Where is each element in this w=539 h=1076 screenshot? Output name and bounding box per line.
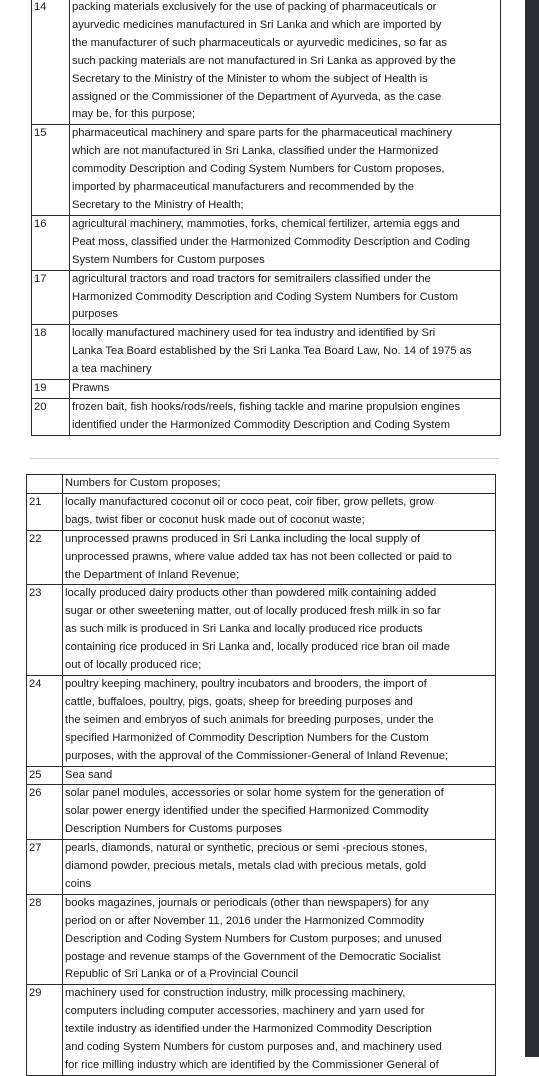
item-description [63, 785, 496, 840]
item-description [63, 585, 496, 676]
item-number: 22 [27, 530, 63, 585]
item-number: 26 [27, 785, 63, 840]
item-number: 18 [32, 325, 70, 380]
item-description [70, 398, 501, 435]
description-line: the Department of Inland Revenue; [65, 568, 240, 581]
description-line: books magazines, journals or periodicals (other than newspapers) for any [65, 896, 429, 909]
description-line: Secretary to the Ministry of the Minister to whom the subject of Health is [72, 72, 428, 85]
description-line: frozen bait, fish hooks/rods/reels, fishing tackle and marine propulsion engines [72, 400, 461, 413]
item-description [63, 493, 496, 530]
table-row [27, 493, 496, 530]
item-description [70, 325, 501, 380]
description-line: such packing materials are not manufactured in Sri Lanka as approved by the [72, 54, 456, 67]
item-description [63, 985, 496, 1076]
viewer-edge-strip [525, 0, 539, 1057]
description-line: containing rice produced in Sri Lanka and, locally produced rice bran oil made [65, 641, 450, 654]
description-line: as such milk is produced in Sri Lanka and locally produced rice products [65, 623, 423, 636]
description-line: Republic of Sri Lanka or of a Provincial Council [65, 968, 299, 981]
table-row [27, 985, 496, 1076]
description-line: computers including computer accessories, machinery and yarn used for [65, 1005, 425, 1018]
description-line: pearls, diamonds, natural or synthetic, precious or semi -precious stones, [65, 842, 428, 855]
table-row [27, 766, 496, 785]
item-number: 21 [27, 493, 63, 530]
description-line: diamond powder, precious metals, metals clad with precious metals, gold [65, 860, 427, 873]
description-line: bags, twist fiber or coconut husk made out of coconut waste; [65, 513, 365, 526]
description-line: locally manufactured coconut oil or coco peat, coir fiber, grow pellets, grow [65, 495, 434, 508]
item-number: 14 [32, 0, 70, 125]
table-row [32, 380, 501, 399]
table-row [27, 894, 496, 985]
item-number: 27 [27, 840, 63, 895]
item-description [63, 766, 496, 785]
description-line: cattle, buffaloes, poultry, pigs, goats, sheep for breeding purposes and [65, 695, 413, 708]
description-line: a tea machinery [72, 363, 152, 376]
item-number: 25 [27, 766, 63, 785]
table-row [32, 270, 501, 325]
exemption-table-bottom [26, 474, 496, 1076]
table-row [27, 840, 496, 895]
description-line: textile industry as identified under the Harmonized Commodity Description [65, 1023, 432, 1036]
description-line: which are not manufactured in Sri Lanka, classified under the Harmonized [72, 145, 439, 158]
item-description [63, 530, 496, 585]
description-line: purposes, with the approval of the Commissioner-General of Inland Revenue; [65, 749, 449, 762]
description-line: Description Numbers for Customs purposes [65, 823, 282, 836]
table-body [27, 475, 496, 1076]
description-line: locally manufactured machinery used for tea industry and identified by Sri [72, 327, 436, 340]
description-line: solar panel modules, accessories or solar home system for the generation of [65, 787, 444, 800]
item-number: 24 [27, 675, 63, 766]
item-number: 20 [32, 398, 70, 435]
item-number: 17 [32, 270, 70, 325]
item-description [70, 215, 501, 270]
table-row [27, 785, 496, 840]
item-description [63, 840, 496, 895]
description-line: out of locally produced rice; [65, 659, 202, 672]
description-line: poultry keeping machinery, poultry incubators and brooders, the import of [65, 677, 427, 690]
item-description [70, 380, 501, 399]
table-row [27, 530, 496, 585]
table-row [32, 398, 501, 435]
description-line: specified Harmonized of Commodity Description Numbers for the Custom [65, 731, 429, 744]
description-line: Secretary to the Ministry of Health; [72, 198, 244, 211]
description-line: Description and Coding System Numbers for Custom purposes; and unused [65, 932, 442, 945]
description-line: commodity Description and Coding System Numbers for Custom proposes, [72, 163, 445, 176]
description-line: locally produced dairy products other than powdered milk containing added [65, 587, 437, 600]
description-line: Harmonized Commodity Description and Coding System Numbers for Custom [72, 290, 459, 303]
item-number: 19 [32, 380, 70, 399]
description-line: unprocessed prawns produced in Sri Lanka including the local supply of [65, 532, 421, 545]
item-description [63, 675, 496, 766]
description-line: machinery used for construction industry, milk processing machinery, [65, 987, 406, 1000]
description-line: the manufacturer of such pharmaceuticals or ayurvedic medicines, so far as [72, 36, 447, 49]
description-line: unprocessed prawns, where value added tax has not been collected or paid to [65, 550, 452, 563]
item-number: 28 [27, 894, 63, 985]
item-description [70, 270, 501, 325]
item-number: 23 [27, 585, 63, 676]
item-description [70, 125, 501, 216]
description-line: packing materials exclusively for the use of packing of pharmaceuticals or [72, 1, 437, 13]
description-line: pharmaceutical machinery and spare parts for the pharmaceutical machinery [72, 127, 452, 140]
description-line: agricultural machinery, mammoties, forks, chemical fertilizer, artemia eggs and [72, 217, 460, 230]
description-line: Peat moss, classified under the Harmonized Commodity Description and Coding [72, 235, 470, 248]
description-line: imported by pharmaceutical manufacturers and recommended by the [72, 181, 415, 194]
description-line: Sea sand [65, 768, 113, 781]
item-number: 15 [32, 125, 70, 216]
description-line: Numbers for Custom proposes; [65, 477, 221, 489]
description-line: agricultural tractors and road tractors for semitrailers classified under the [72, 272, 431, 285]
item-number [27, 475, 63, 494]
description-line: sugar or other sweetening matter, out of locally produced fresh milk in so far [65, 605, 441, 618]
description-line: ayurvedic medicines manufactured in Sri Lanka and which are imported by [72, 18, 442, 31]
table-row [32, 325, 501, 380]
exemption-table-top [31, 0, 501, 436]
item-description [63, 475, 496, 494]
description-line: postage and revenue stamps of the Government of the Democratic Socialist [65, 950, 441, 963]
description-line: coins [65, 877, 92, 890]
description-line: solar power energy identified under the specified Harmonized Commodity [65, 805, 429, 818]
table-row [27, 585, 496, 676]
description-line: purposes [72, 308, 119, 321]
table-body [32, 0, 501, 435]
description-line: identified under the Harmonized Commodity Description and Coding System [72, 418, 451, 431]
item-number: 16 [32, 215, 70, 270]
item-description [63, 894, 496, 985]
item-description [70, 0, 501, 125]
description-line: for rice milling industry which are identified by the Commissioner General of [65, 1059, 439, 1071]
description-line: may be, for this purpose; [72, 108, 196, 121]
page-divider [30, 458, 499, 459]
table-row [32, 215, 501, 270]
description-line: Prawns [72, 382, 110, 395]
item-number: 29 [27, 985, 63, 1076]
description-line: Lanka Tea Board established by the Sri Lanka Tea Board Law, No. 14 of 1975 as [72, 345, 472, 358]
table-row [27, 675, 496, 766]
table-row [32, 125, 501, 216]
description-line: and coding System Numbers for custom purposes and, and machinery used [65, 1041, 442, 1054]
table-row [27, 475, 496, 494]
description-line: period on or after November 11, 2016 under the Harmonized Commodity [65, 914, 425, 927]
description-line: assigned or the Commissioner of the Department of Ayurveda, as the case [72, 90, 442, 103]
description-line: the seimen and embryos of such animals for breeding purposes, under the [65, 713, 434, 726]
table-row [32, 0, 501, 125]
description-line: System Numbers for Custom purposes [72, 253, 265, 266]
